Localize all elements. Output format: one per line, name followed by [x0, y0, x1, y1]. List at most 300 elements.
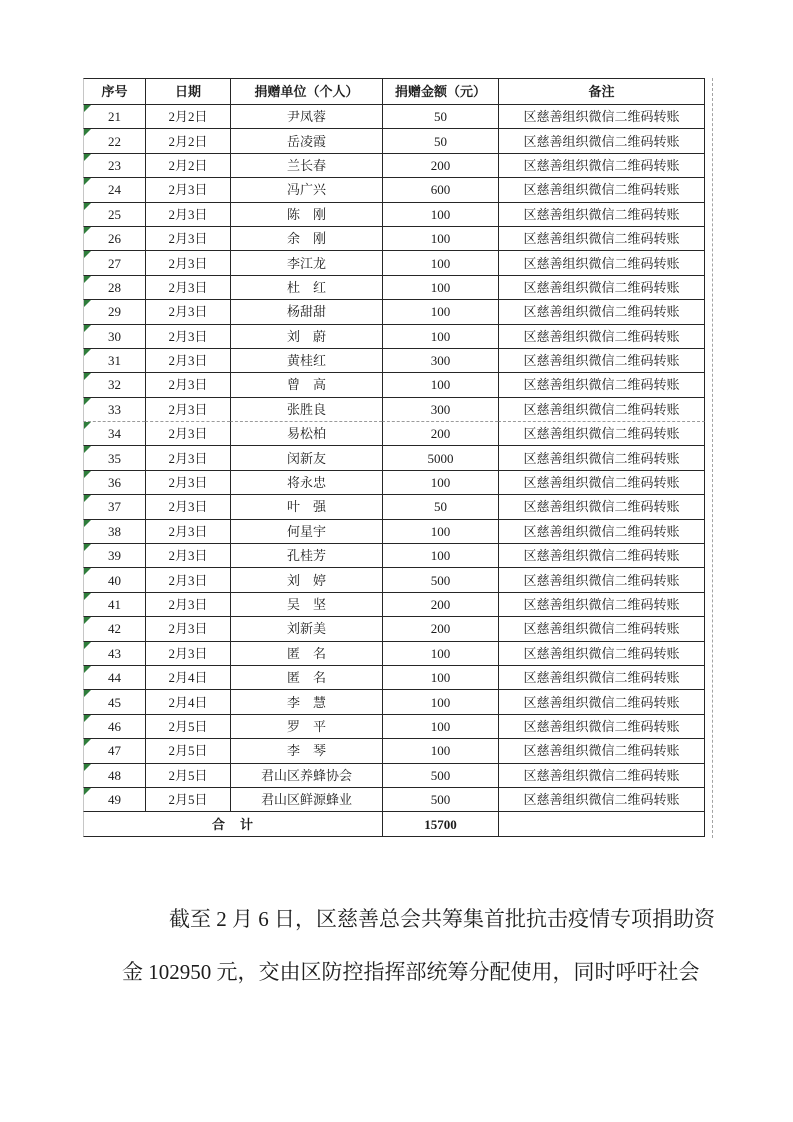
- cell-note: [498, 348, 705, 372]
- table-row: [83, 372, 705, 396]
- cell-amount: [382, 153, 498, 177]
- serial-text: 23: [108, 157, 121, 173]
- green-triangle-icon: [84, 764, 91, 771]
- note-text: 区慈善组织微信二维码转账: [523, 694, 680, 710]
- donor-text: 李 琴: [286, 743, 326, 759]
- cell-note: [498, 128, 705, 152]
- note-text: 区慈善组织微信二维码转账: [523, 133, 680, 149]
- header-amount: 捐赠金额（元）: [382, 78, 498, 104]
- cell-serial: [83, 714, 145, 738]
- cell-donor: [230, 714, 382, 738]
- amount-text: 200: [430, 426, 451, 442]
- green-triangle-icon: [84, 349, 91, 356]
- serial-text: 48: [108, 767, 121, 783]
- cell-serial: [83, 348, 145, 372]
- cell-serial: [83, 616, 145, 640]
- table-row: [83, 104, 705, 128]
- green-triangle-icon: [84, 520, 91, 527]
- cell-date: [145, 470, 230, 494]
- cell-note: [498, 641, 705, 665]
- cell-donor: [230, 372, 382, 396]
- amount-text: 100: [430, 231, 451, 247]
- date-text: 2月4日: [168, 694, 208, 710]
- header-date: 日期: [145, 78, 230, 104]
- serial-text: 29: [108, 304, 121, 320]
- amount-text: 100: [430, 377, 451, 393]
- date-text: 2月3日: [168, 475, 208, 491]
- amount-text: 100: [430, 475, 451, 491]
- note-text: 区慈善组织微信二维码转账: [523, 426, 680, 442]
- donor-text: 余 刚: [286, 231, 326, 247]
- amount-text: 50: [434, 499, 447, 515]
- green-triangle-icon: [84, 471, 91, 478]
- cell-donor: [230, 299, 382, 323]
- cell-serial: [83, 128, 145, 152]
- cell-date: [145, 250, 230, 274]
- cell-note: [498, 445, 705, 469]
- date-text: 2月3日: [168, 182, 208, 198]
- cell-date: [145, 324, 230, 348]
- cell-donor: [230, 494, 382, 518]
- amount-text: 100: [430, 694, 451, 710]
- note-text: 区慈善组织微信二维码转账: [523, 353, 680, 369]
- cell-donor: [230, 348, 382, 372]
- green-triangle-icon: [84, 446, 91, 453]
- cell-date: [145, 738, 230, 762]
- cell-donor: [230, 592, 382, 616]
- donor-text: 刘 蔚: [286, 328, 326, 344]
- amount-text: 500: [430, 572, 451, 588]
- cell-amount: [382, 250, 498, 274]
- header-note: 备注: [498, 78, 705, 104]
- date-text: 2月3日: [168, 548, 208, 564]
- cell-amount: [382, 470, 498, 494]
- total-label: 合 计: [83, 811, 382, 836]
- green-triangle-icon: [84, 203, 91, 210]
- serial-text: 42: [108, 621, 121, 637]
- donor-text: 黄桂红: [286, 353, 326, 369]
- table-row: [83, 470, 705, 494]
- cell-note: [498, 665, 705, 689]
- table-row: [83, 275, 705, 299]
- cell-date: [145, 153, 230, 177]
- note-text: 区慈善组织微信二维码转账: [523, 548, 680, 564]
- green-triangle-icon: [84, 227, 91, 234]
- donor-text: 兰长春: [286, 157, 326, 173]
- serial-text: 43: [108, 645, 121, 661]
- green-triangle-icon: [84, 398, 91, 405]
- paragraph-line-1: 截至 2 月 6 日，区慈善总会共筹集首批抗击疫情专项捐助资: [169, 907, 715, 931]
- table-row: [83, 763, 705, 787]
- note-text: 区慈善组织微信二维码转账: [523, 475, 680, 491]
- donor-text: 刘 婷: [286, 572, 326, 588]
- amount-text: 100: [430, 548, 451, 564]
- cell-amount: [382, 226, 498, 250]
- serial-text: 35: [108, 450, 121, 466]
- cell-donor: [230, 397, 382, 421]
- cell-serial: [83, 738, 145, 762]
- cell-date: [145, 689, 230, 713]
- table-row: [83, 567, 705, 591]
- cell-date: [145, 202, 230, 226]
- cell-note: [498, 787, 705, 811]
- cell-note: [498, 153, 705, 177]
- serial-text: 44: [108, 670, 121, 686]
- date-text: 2月3日: [168, 377, 208, 393]
- cell-note: [498, 689, 705, 713]
- date-text: 2月3日: [168, 231, 208, 247]
- cell-date: [145, 128, 230, 152]
- cell-serial: [83, 494, 145, 518]
- donor-text: 岳凌霞: [286, 133, 326, 149]
- cell-donor: [230, 665, 382, 689]
- note-text: 区慈善组织微信二维码转账: [523, 401, 680, 417]
- note-text: 区慈善组织微信二维码转账: [523, 645, 680, 661]
- cell-note: [498, 470, 705, 494]
- cell-amount: [382, 738, 498, 762]
- cell-amount: [382, 567, 498, 591]
- cell-date: [145, 543, 230, 567]
- cell-donor: [230, 763, 382, 787]
- table-row: [83, 592, 705, 616]
- cell-date: [145, 348, 230, 372]
- date-text: 2月3日: [168, 621, 208, 637]
- cell-serial: [83, 250, 145, 274]
- cell-amount: [382, 348, 498, 372]
- cell-serial: [83, 641, 145, 665]
- date-text: 2月2日: [168, 157, 208, 173]
- donor-text: 冯广兴: [286, 182, 326, 198]
- cell-amount: [382, 445, 498, 469]
- cell-donor: [230, 104, 382, 128]
- green-triangle-icon: [84, 105, 91, 112]
- cell-serial: [83, 689, 145, 713]
- cell-amount: [382, 787, 498, 811]
- cell-note: [498, 226, 705, 250]
- cell-date: [145, 665, 230, 689]
- date-text: 2月3日: [168, 353, 208, 369]
- cell-amount: [382, 616, 498, 640]
- cell-date: [145, 177, 230, 201]
- cell-date: [145, 641, 230, 665]
- cell-amount: [382, 104, 498, 128]
- green-triangle-icon: [84, 690, 91, 697]
- total-row: [83, 811, 705, 836]
- cell-serial: [83, 543, 145, 567]
- note-text: 区慈善组织微信二维码转账: [523, 231, 680, 247]
- cell-date: [145, 421, 230, 445]
- cell-donor: [230, 567, 382, 591]
- donor-text: 李 慧: [286, 694, 326, 710]
- cell-note: [498, 763, 705, 787]
- cell-date: [145, 787, 230, 811]
- table-row: [83, 153, 705, 177]
- green-triangle-icon: [84, 739, 91, 746]
- date-text: 2月3日: [168, 401, 208, 417]
- note-text: 区慈善组织微信二维码转账: [523, 304, 680, 320]
- cell-date: [145, 104, 230, 128]
- green-triangle-icon: [84, 593, 91, 600]
- cell-note: [498, 299, 705, 323]
- cell-serial: [83, 397, 145, 421]
- table-row: [83, 689, 705, 713]
- cell-donor: [230, 128, 382, 152]
- amount-text: 300: [430, 353, 451, 369]
- serial-text: 28: [108, 279, 121, 295]
- note-text: 区慈善组织微信二维码转账: [523, 523, 680, 539]
- table-row: [83, 714, 705, 738]
- donor-text: 孔桂芳: [286, 548, 326, 564]
- amount-text: 500: [430, 767, 451, 783]
- serial-text: 37: [108, 499, 121, 515]
- amount-text: 100: [430, 255, 451, 271]
- note-text: 区慈善组织微信二维码转账: [523, 499, 680, 515]
- amount-text: 100: [430, 670, 451, 686]
- table-row: [83, 641, 705, 665]
- note-text: 区慈善组织微信二维码转账: [523, 597, 680, 612]
- donor-text: 易松柏: [286, 426, 326, 442]
- cell-date: [145, 519, 230, 543]
- total-amount: 15700: [382, 811, 498, 836]
- amount-text: 100: [430, 328, 451, 344]
- cell-donor: [230, 202, 382, 226]
- note-text: 区慈善组织微信二维码转账: [523, 206, 680, 222]
- cell-note: [498, 324, 705, 348]
- amount-text: 100: [430, 743, 451, 759]
- donor-text: 尹凤蓉: [286, 109, 326, 125]
- cell-donor: [230, 421, 382, 445]
- cell-donor: [230, 689, 382, 713]
- cell-donor: [230, 519, 382, 543]
- date-text: 2月5日: [168, 718, 208, 734]
- donor-text: 将永忠: [286, 475, 326, 491]
- cell-amount: [382, 665, 498, 689]
- date-text: 2月3日: [168, 645, 208, 661]
- cell-date: [145, 616, 230, 640]
- amount-text: 300: [430, 401, 451, 417]
- green-triangle-icon: [84, 129, 91, 136]
- cell-serial: [83, 372, 145, 396]
- green-triangle-icon: [84, 666, 91, 673]
- cell-serial: [83, 275, 145, 299]
- cell-amount: [382, 421, 498, 445]
- note-text: 区慈善组织微信二维码转账: [523, 157, 680, 173]
- amount-text: 200: [430, 621, 451, 637]
- cell-donor: [230, 177, 382, 201]
- serial-text: 24: [108, 182, 121, 198]
- amount-text: 100: [430, 206, 451, 222]
- header-donor: 捐赠单位（个人）: [230, 78, 382, 104]
- donor-text: 何星宇: [286, 523, 326, 539]
- date-text: 2月3日: [168, 523, 208, 539]
- serial-text: 45: [108, 694, 121, 710]
- table-row: [83, 177, 705, 201]
- serial-text: 33: [108, 401, 121, 417]
- note-text: 区慈善组织微信二维码转账: [523, 743, 680, 759]
- green-triangle-icon: [84, 300, 91, 307]
- table-row: [83, 445, 705, 469]
- date-text: 2月2日: [168, 109, 208, 125]
- date-text: 2月3日: [168, 597, 208, 612]
- paragraph-line-2: 金 102950 元，交由区防控指挥部统筹分配使用，同时呼吁社会: [122, 960, 700, 984]
- green-triangle-icon: [84, 251, 91, 258]
- table-body: [83, 104, 705, 811]
- serial-text: 27: [108, 255, 121, 271]
- cell-serial: [83, 665, 145, 689]
- cell-serial: [83, 421, 145, 445]
- cell-serial: [83, 787, 145, 811]
- green-triangle-icon: [84, 788, 91, 795]
- green-triangle-icon: [84, 617, 91, 624]
- cell-donor: [230, 226, 382, 250]
- serial-text: 26: [108, 231, 121, 247]
- table-row: [83, 421, 705, 445]
- serial-text: 22: [108, 133, 121, 149]
- serial-text: 46: [108, 718, 121, 734]
- date-text: 2月3日: [168, 572, 208, 588]
- cell-note: [498, 738, 705, 762]
- cell-date: [145, 763, 230, 787]
- serial-text: 47: [108, 743, 121, 759]
- note-text: 区慈善组织微信二维码转账: [523, 572, 680, 588]
- table-row: [83, 787, 705, 811]
- serial-text: 31: [108, 353, 121, 369]
- table-row: [83, 665, 705, 689]
- cell-note: [498, 714, 705, 738]
- serial-text: 30: [108, 328, 121, 344]
- total-note-empty: [498, 811, 705, 836]
- donor-text: 君山区鲜源蜂业: [260, 792, 352, 808]
- green-triangle-icon: [84, 178, 91, 185]
- date-text: 2月3日: [168, 255, 208, 271]
- date-text: 2月2日: [168, 133, 208, 149]
- amount-text: 100: [430, 645, 451, 661]
- cell-serial: [83, 324, 145, 348]
- amount-text: 100: [430, 279, 451, 295]
- date-text: 2月3日: [168, 304, 208, 320]
- table-row: [83, 543, 705, 567]
- table-row: [83, 226, 705, 250]
- green-triangle-icon: [84, 495, 91, 502]
- donor-text: 匿 名: [286, 645, 326, 661]
- table-row: [83, 738, 705, 762]
- serial-text: 39: [108, 548, 121, 564]
- cell-note: [498, 543, 705, 567]
- green-triangle-icon: [84, 544, 91, 551]
- cell-serial: [83, 592, 145, 616]
- donor-text: 李江龙: [286, 255, 326, 271]
- green-triangle-icon: [84, 422, 91, 429]
- serial-text: 34: [108, 426, 121, 442]
- note-text: 区慈善组织微信二维码转账: [523, 328, 680, 344]
- amount-text: 100: [430, 523, 451, 539]
- cell-amount: [382, 689, 498, 713]
- table-row: [83, 128, 705, 152]
- amount-text: 50: [434, 133, 447, 149]
- cell-amount: [382, 592, 498, 616]
- note-text: 区慈善组织微信二维码转账: [523, 450, 680, 466]
- amount-text: 100: [430, 718, 451, 734]
- cell-donor: [230, 153, 382, 177]
- cell-amount: [382, 714, 498, 738]
- cell-donor: [230, 641, 382, 665]
- date-text: 2月3日: [168, 450, 208, 466]
- table-header-row: [83, 78, 705, 104]
- donor-text: 罗 平: [286, 718, 326, 734]
- cell-amount: [382, 324, 498, 348]
- date-text: 2月5日: [168, 792, 208, 808]
- cell-amount: [382, 494, 498, 518]
- cell-donor: [230, 445, 382, 469]
- cell-date: [145, 567, 230, 591]
- cell-amount: [382, 299, 498, 323]
- cell-note: [498, 519, 705, 543]
- header-serial: 序号: [83, 78, 145, 104]
- cell-serial: [83, 153, 145, 177]
- page-break-dashed-line: [712, 78, 713, 838]
- cell-amount: [382, 763, 498, 787]
- amount-text: 200: [430, 157, 451, 173]
- cell-amount: [382, 641, 498, 665]
- cell-donor: [230, 787, 382, 811]
- cell-donor: [230, 470, 382, 494]
- serial-text: 38: [108, 523, 121, 539]
- donor-text: 陈 刚: [286, 206, 326, 222]
- date-text: 2月3日: [168, 328, 208, 344]
- green-triangle-icon: [84, 325, 91, 332]
- amount-text: 500: [430, 792, 451, 808]
- donor-text: 刘新美: [286, 621, 326, 637]
- table-row: [83, 397, 705, 421]
- cell-serial: [83, 445, 145, 469]
- cell-note: [498, 616, 705, 640]
- green-triangle-icon: [84, 154, 91, 161]
- cell-note: [498, 592, 705, 616]
- note-text: 区慈善组织微信二维码转账: [523, 767, 680, 783]
- cell-note: [498, 421, 705, 445]
- amount-text: 50: [434, 109, 447, 125]
- table-row: [83, 202, 705, 226]
- cell-date: [145, 494, 230, 518]
- serial-text: 21: [108, 109, 121, 125]
- cell-donor: [230, 616, 382, 640]
- cell-note: [498, 397, 705, 421]
- cell-date: [145, 714, 230, 738]
- table-row: [83, 324, 705, 348]
- cell-note: [498, 104, 705, 128]
- amount-text: 200: [430, 597, 451, 612]
- serial-text: 40: [108, 572, 121, 588]
- cell-amount: [382, 177, 498, 201]
- cell-date: [145, 397, 230, 421]
- cell-date: [145, 299, 230, 323]
- cell-date: [145, 592, 230, 616]
- green-triangle-icon: [84, 568, 91, 575]
- donor-text: 叶 强: [286, 499, 326, 515]
- cell-donor: [230, 275, 382, 299]
- date-text: 2月4日: [168, 670, 208, 686]
- table-row: [83, 519, 705, 543]
- date-text: 2月3日: [168, 206, 208, 222]
- cell-serial: [83, 763, 145, 787]
- table-row: [83, 348, 705, 372]
- serial-text: 41: [108, 597, 121, 612]
- cell-amount: [382, 519, 498, 543]
- serial-text: 32: [108, 377, 121, 393]
- note-text: 区慈善组织微信二维码转账: [523, 182, 680, 198]
- cell-amount: [382, 202, 498, 226]
- cell-amount: [382, 543, 498, 567]
